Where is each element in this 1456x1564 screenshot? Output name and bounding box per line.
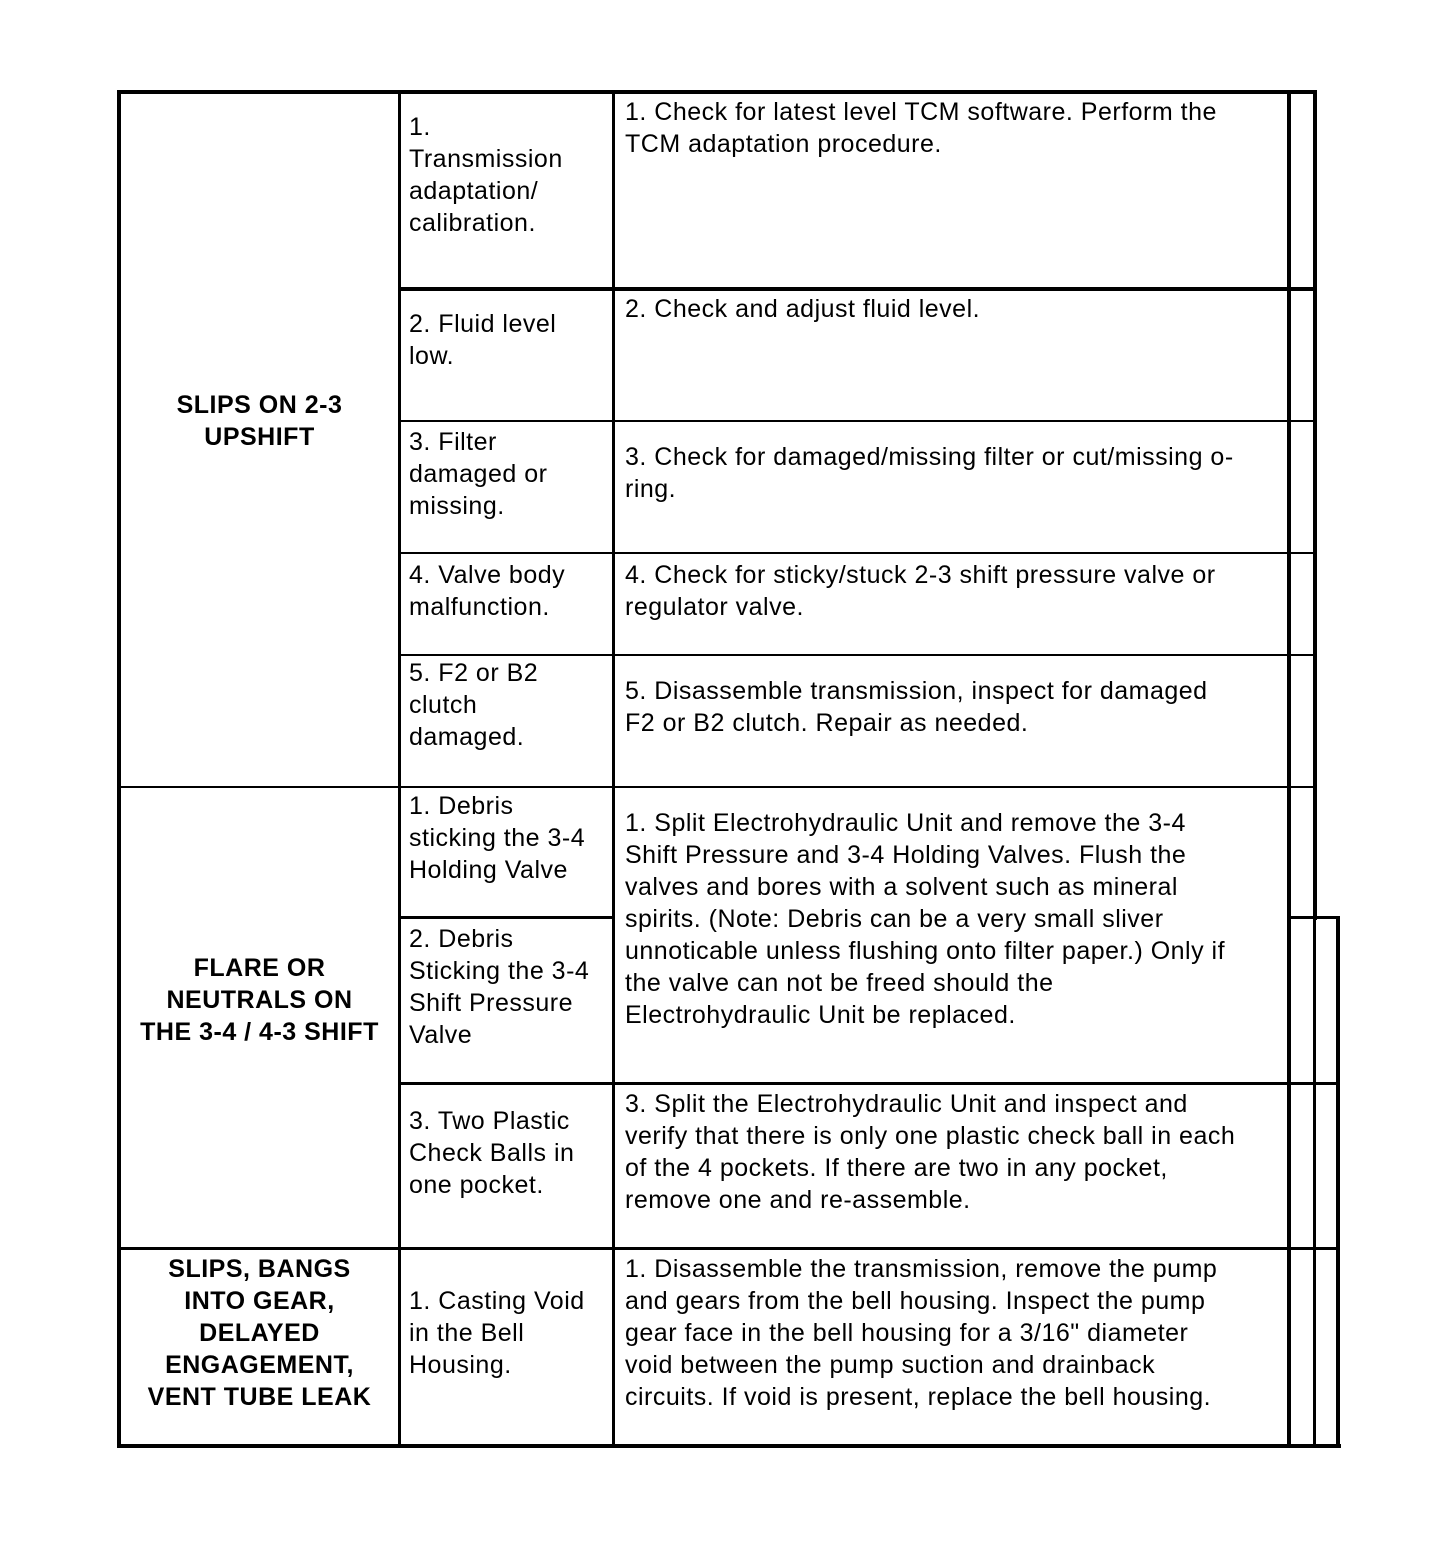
correction-cell: 1. Split Electrohydraulic Unit and remove the 3-4 Shift Pressure and 3-4 Holding Valves. Flush the valves and bores with a solvent such as mineral spirits. (Note: Debris can be a very small sliver unnoticable unless flushing onto filter paper.) Only if the valve can not be freed should the Electrohydraulic Unit be replaced. bbox=[625, 809, 1226, 1029]
cause-cell: 4. Valve body malfunction. bbox=[409, 561, 566, 621]
column-divider-4 bbox=[1313, 916, 1316, 1448]
table-border-top bbox=[117, 90, 1317, 94]
correction-cell: 1. Check for latest level TCM software. Perform the TCM adaptation procedure. bbox=[625, 98, 1217, 158]
symptom-cell: SLIPS, BANGS INTO GEAR, DELAYED ENGAGEMENT, VENT TUBE LEAK bbox=[147, 1255, 372, 1411]
correction-cell: 4. Check for sticky/stuck 2-3 shift pressure valve or regulator valve. bbox=[625, 561, 1216, 621]
group-divider bbox=[117, 786, 1317, 788]
row-divider bbox=[398, 420, 1317, 422]
cause-cell: 1. Casting Void in the Bell Housing. bbox=[409, 1287, 585, 1379]
cause-cell: 5. F2 or B2 clutch damaged. bbox=[409, 659, 539, 751]
cause-cell: 2. Debris Sticking the 3-4 Shift Pressure Valve bbox=[409, 925, 590, 1049]
symptom-cell: FLARE OR NEUTRALS ON THE 3-4 / 4-3 SHIFT bbox=[140, 954, 379, 1046]
symptom-cell: SLIPS ON 2-3 UPSHIFT bbox=[176, 391, 343, 451]
cause-cell: 3. Filter damaged or missing. bbox=[409, 428, 548, 520]
column-divider-1 bbox=[398, 90, 401, 1448]
cause-cell: 1. Debris sticking the 3-4 Holding Valve bbox=[409, 792, 586, 884]
group-divider bbox=[117, 1247, 1340, 1250]
row-divider bbox=[398, 1082, 1340, 1085]
row-divider bbox=[398, 287, 1317, 291]
correction-cell: 3. Split the Electrohydraulic Unit and inspect and verify that there is only one plastic check ball in each of the 4 pockets. If there are two in any pocket, remove one and re-assemble. bbox=[625, 1090, 1236, 1214]
column-divider-5 bbox=[1336, 916, 1340, 1448]
right-notch-top bbox=[1291, 916, 1340, 919]
correction-cell: 1. Disassemble the transmission, remove the pump and gears from the bell housing. Inspect the pump gear face in the bell housing for a 3/16" diameter void between the pump suction and drainback circuits. If void is present, replace the bell housing. bbox=[625, 1255, 1218, 1411]
table-border-right bbox=[1313, 90, 1317, 920]
correction-cell: 5. Disassemble transmission, inspect for damaged F2 or B2 clutch. Repair as needed. bbox=[625, 677, 1208, 737]
table-border-left bbox=[117, 90, 121, 1448]
row-divider bbox=[398, 916, 614, 919]
column-divider-3 bbox=[1287, 90, 1291, 1448]
table-border-bottom bbox=[117, 1444, 1341, 1448]
cause-cell: 3. Two Plastic Check Balls in one pocket. bbox=[409, 1107, 575, 1199]
column-divider-2 bbox=[612, 90, 615, 1448]
row-divider bbox=[398, 552, 1317, 554]
correction-cell: 3. Check for damaged/missing filter or cut/missing o- ring. bbox=[625, 443, 1234, 503]
cause-cell: 2. Fluid level low. bbox=[409, 310, 557, 370]
row-divider bbox=[398, 654, 1317, 656]
cause-cell: 1. Transmission adaptation/ calibration. bbox=[409, 113, 563, 237]
correction-cell: 2. Check and adjust fluid level. bbox=[625, 295, 981, 323]
